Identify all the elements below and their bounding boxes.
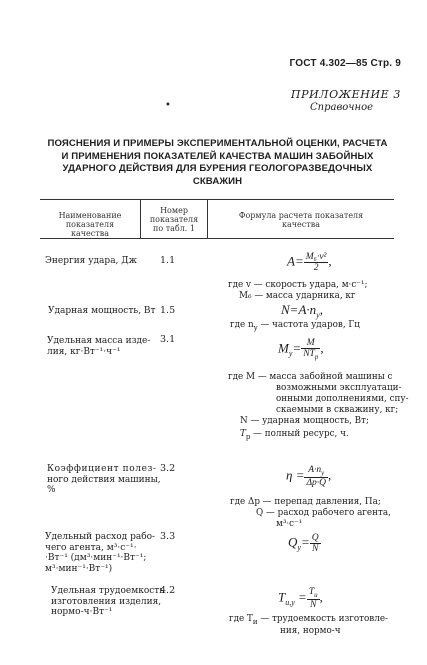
title-line: И ПРИМЕНЕНИЯ ПОКАЗАТЕЛЕЙ КАЧЕСТВА МАШИН ЗАБОЙНЫХ <box>61 150 374 162</box>
title-line: УДАРНОГО ДЕЙСТВИЯ ДЛЯ БУРЕНИЯ ГЕОЛОГОРАЗВЕДОЧНЫХ <box>62 163 373 174</box>
title-line: СКВАЖИН <box>192 175 243 187</box>
formula-note: где v — скорость удара, м·с⁻¹; <box>228 280 368 290</box>
formula-note: скаемыми в скважину, кг; <box>276 405 399 415</box>
formula-note: где Δp — перепад давления, Па; <box>230 497 381 507</box>
formula-specific-flow: $Q_y=$ $\frac{Q}{N}$ <box>288 533 319 554</box>
table-row-name: Ударная мощность, Вт <box>48 306 156 316</box>
column-header-formula: Формула расчета показателя качества <box>238 211 364 229</box>
page-header: ГОСТ 4.302—85 Стр. 9 <box>289 58 401 69</box>
column-header-name: Наименование показателя качества <box>58 211 122 238</box>
formula-note: возможными эксплуатаци- <box>276 383 402 393</box>
formula-note: где M — масса забойной машины с <box>228 372 393 382</box>
formula-note: N — ударная мощность, Вт; <box>240 416 369 426</box>
table-row-number: 3.1 <box>160 334 176 345</box>
table-row-number: 3.3 <box>160 531 176 542</box>
document-title <box>40 138 395 188</box>
formula-note: где $T_и$ — трудоемкость изготовле- <box>229 614 389 626</box>
formula-note: онными дополнениями, спу- <box>276 394 409 404</box>
formula-note: $T_p$ — полный ресурс, ч. <box>240 429 349 441</box>
appendix-title: ПРИЛОЖЕНИЕ 3 <box>290 88 401 101</box>
formula-energy: A= $\frac{\text{M₆·v²}}{2}$ , <box>287 252 332 273</box>
formula-note: M₆ — масса ударника, кг <box>239 291 356 301</box>
table-row-number: 3.2 <box>160 463 176 474</box>
formula-efficiency: η = $\frac{A\cdot n_y}{\Delta p\cdot Q}$ , <box>286 465 332 488</box>
table-row-name: Удельная масса изде- лия, кг·Вт⁻¹·ч⁻¹ <box>47 336 151 357</box>
table-row-name: Коэффициент полез- ного действия машины, % <box>47 464 161 495</box>
title-line: ПОЯСНЕНИЯ И ПРИМЕРЫ ЭКСПЕРИМЕНТАЛЬНОЙ ОЦЕНКИ, РАСЧЕТА <box>47 138 388 149</box>
formula-note: м³·с⁻¹ <box>276 519 303 529</box>
table-top-rule <box>40 199 394 200</box>
column-header-number: Номер показателя по табл. 1 <box>149 206 199 233</box>
formula-note: ния, нормо-ч <box>280 626 341 636</box>
table-header-rule <box>40 238 394 239</box>
table-row-name: Энергия удара, Дж <box>45 256 137 266</box>
table-row-name: Удельная трудоемкость изготовления изделия, нормо-ч·Вт⁻¹ <box>51 586 165 617</box>
formula-note: где $n_y$ — частота ударов, Гц <box>230 320 360 332</box>
appendix-reference: Справочное <box>310 102 374 113</box>
formula-labor-intensity: $T_{и,у}$ = $\frac{T_и}{N}$ , <box>278 587 323 610</box>
decorative-dot: • <box>165 100 171 111</box>
table-row-number: 4.2 <box>160 585 176 596</box>
formula-note: Q — расход рабочего агента, <box>256 508 391 518</box>
formula-power: $N=A\cdot n_y$, <box>281 302 323 320</box>
table-row-number: 1.1 <box>160 255 176 266</box>
formula-specific-mass: $M_y=$ $\frac{M}{NT_p}$ , <box>278 338 324 361</box>
table-row-number: 1.5 <box>160 305 176 316</box>
table-row-name: Удельный расход рабо- чего агента, м³·с⁻¹· ·Вт⁻¹ (дм³·мин⁻¹·Вт⁻¹; м³·мин⁻¹·Вт⁻¹) <box>45 532 156 574</box>
